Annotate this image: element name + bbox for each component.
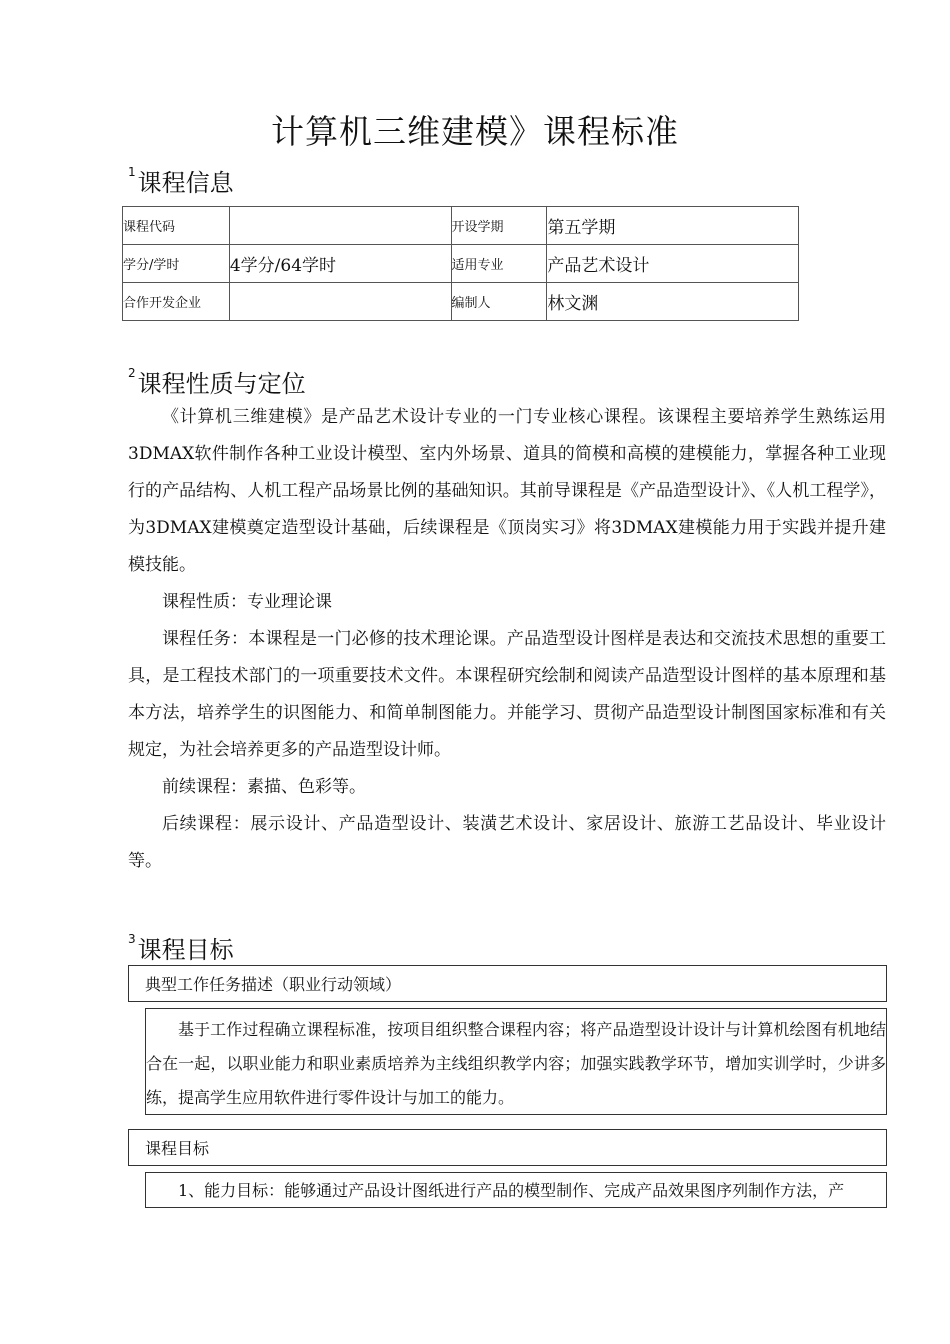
section-heading-objectives — [128, 930, 234, 965]
credit-value: 4学分/64学时 — [229, 245, 451, 283]
section-number: 1 — [128, 165, 136, 179]
task-description-header-box — [128, 965, 887, 1002]
table-row — [123, 283, 799, 321]
objectives-text: 1、能力目标：能够通过产品设计图纸进行产品的模型制作、完成产品效果图序列制作方法，产 — [178, 1181, 845, 1200]
section-title: 课程信息 — [137, 169, 234, 197]
paragraph-prerequisite: 前续课程：素描、色彩等。 — [162, 777, 366, 797]
course-code-label: 课程代码 — [123, 207, 230, 245]
document-title: 计算机三维建模》课程标准 — [271, 112, 679, 151]
task-description-content-box — [145, 1008, 887, 1115]
partner-label: 合作开发企业 — [123, 283, 230, 321]
author-value: 林文渊 — [547, 283, 799, 321]
table-row — [123, 207, 799, 245]
objectives-header-box — [128, 1129, 887, 1166]
course-info-table — [122, 206, 799, 321]
task-description-label: 典型工作任务描述（职业行动领域） — [145, 975, 402, 994]
paragraph-followup: 后续课程：展示设计、产品造型设计、装潢艺术设计、家居设计、旅游工艺品设计、毕业设计等。 — [128, 814, 886, 871]
objectives-content-box — [145, 1172, 887, 1208]
section-title: 课程目标 — [137, 936, 234, 964]
semester-value: 第五学期 — [547, 207, 799, 245]
paragraph-course-nature: 课程性质：专业理论课 — [162, 592, 332, 612]
major-value: 产品艺术设计 — [547, 245, 799, 283]
section-heading-nature — [128, 364, 306, 399]
author-label: 编制人 — [451, 283, 547, 321]
paragraph-intro: 《计算机三维建模》是产品艺术设计专业的一门专业核心课程。该课程主要培养学生熟练运用3DMAX软件制作各种工业设计模型、室内外场景、道具的简模和高模的建模能力，掌握各种工业现行的产品结构、人机工程产品场景比例的基础知识。其前导课程是《产品造型设计》、《人机工程学》，为3DMAX建模奠定造型设计基础，后续课程是《顶岗实习》将3DMAX建模能力用于实践并提升建模技能。 — [128, 407, 886, 575]
major-label: 适用专业 — [451, 245, 547, 283]
paragraph-course-task: 课程任务：本课程是一门必修的技术理论课。产品造型设计图样是表达和交流技术思想的重要工具，是工程技术部门的一项重要技术文件。本课程研究绘制和阅读产品造型设计图样的基本原理和基本方法，培养学生的识图能力、和简单制图能力。并能学习、贯彻产品造型设计制图国家标准和有关规定，为社会培养更多的产品造型设计师。 — [128, 629, 886, 760]
section-heading-course-info — [128, 163, 234, 198]
semester-label: 开设学期 — [451, 207, 547, 245]
section-number: 3 — [128, 932, 136, 946]
table-row — [123, 245, 799, 283]
objectives-label: 课程目标 — [145, 1139, 210, 1158]
course-code-value — [229, 207, 451, 245]
section-number: 2 — [128, 366, 136, 380]
nature-body — [128, 399, 886, 880]
task-description-text: 基于工作过程确立课程标准，按项目组织整合课程内容；将产品造型设计设计与计算机绘图有机地结合在一起，以职业能力和职业素质培养为主线组织教学内容；加强实践教学环节，增加实训学时，少讲多练，提高学生应用软件进行零件设计与加工的能力。 — [146, 1020, 886, 1107]
section-title: 课程性质与定位 — [137, 370, 306, 398]
partner-value — [229, 283, 451, 321]
credit-label: 学分/学时 — [123, 245, 230, 283]
